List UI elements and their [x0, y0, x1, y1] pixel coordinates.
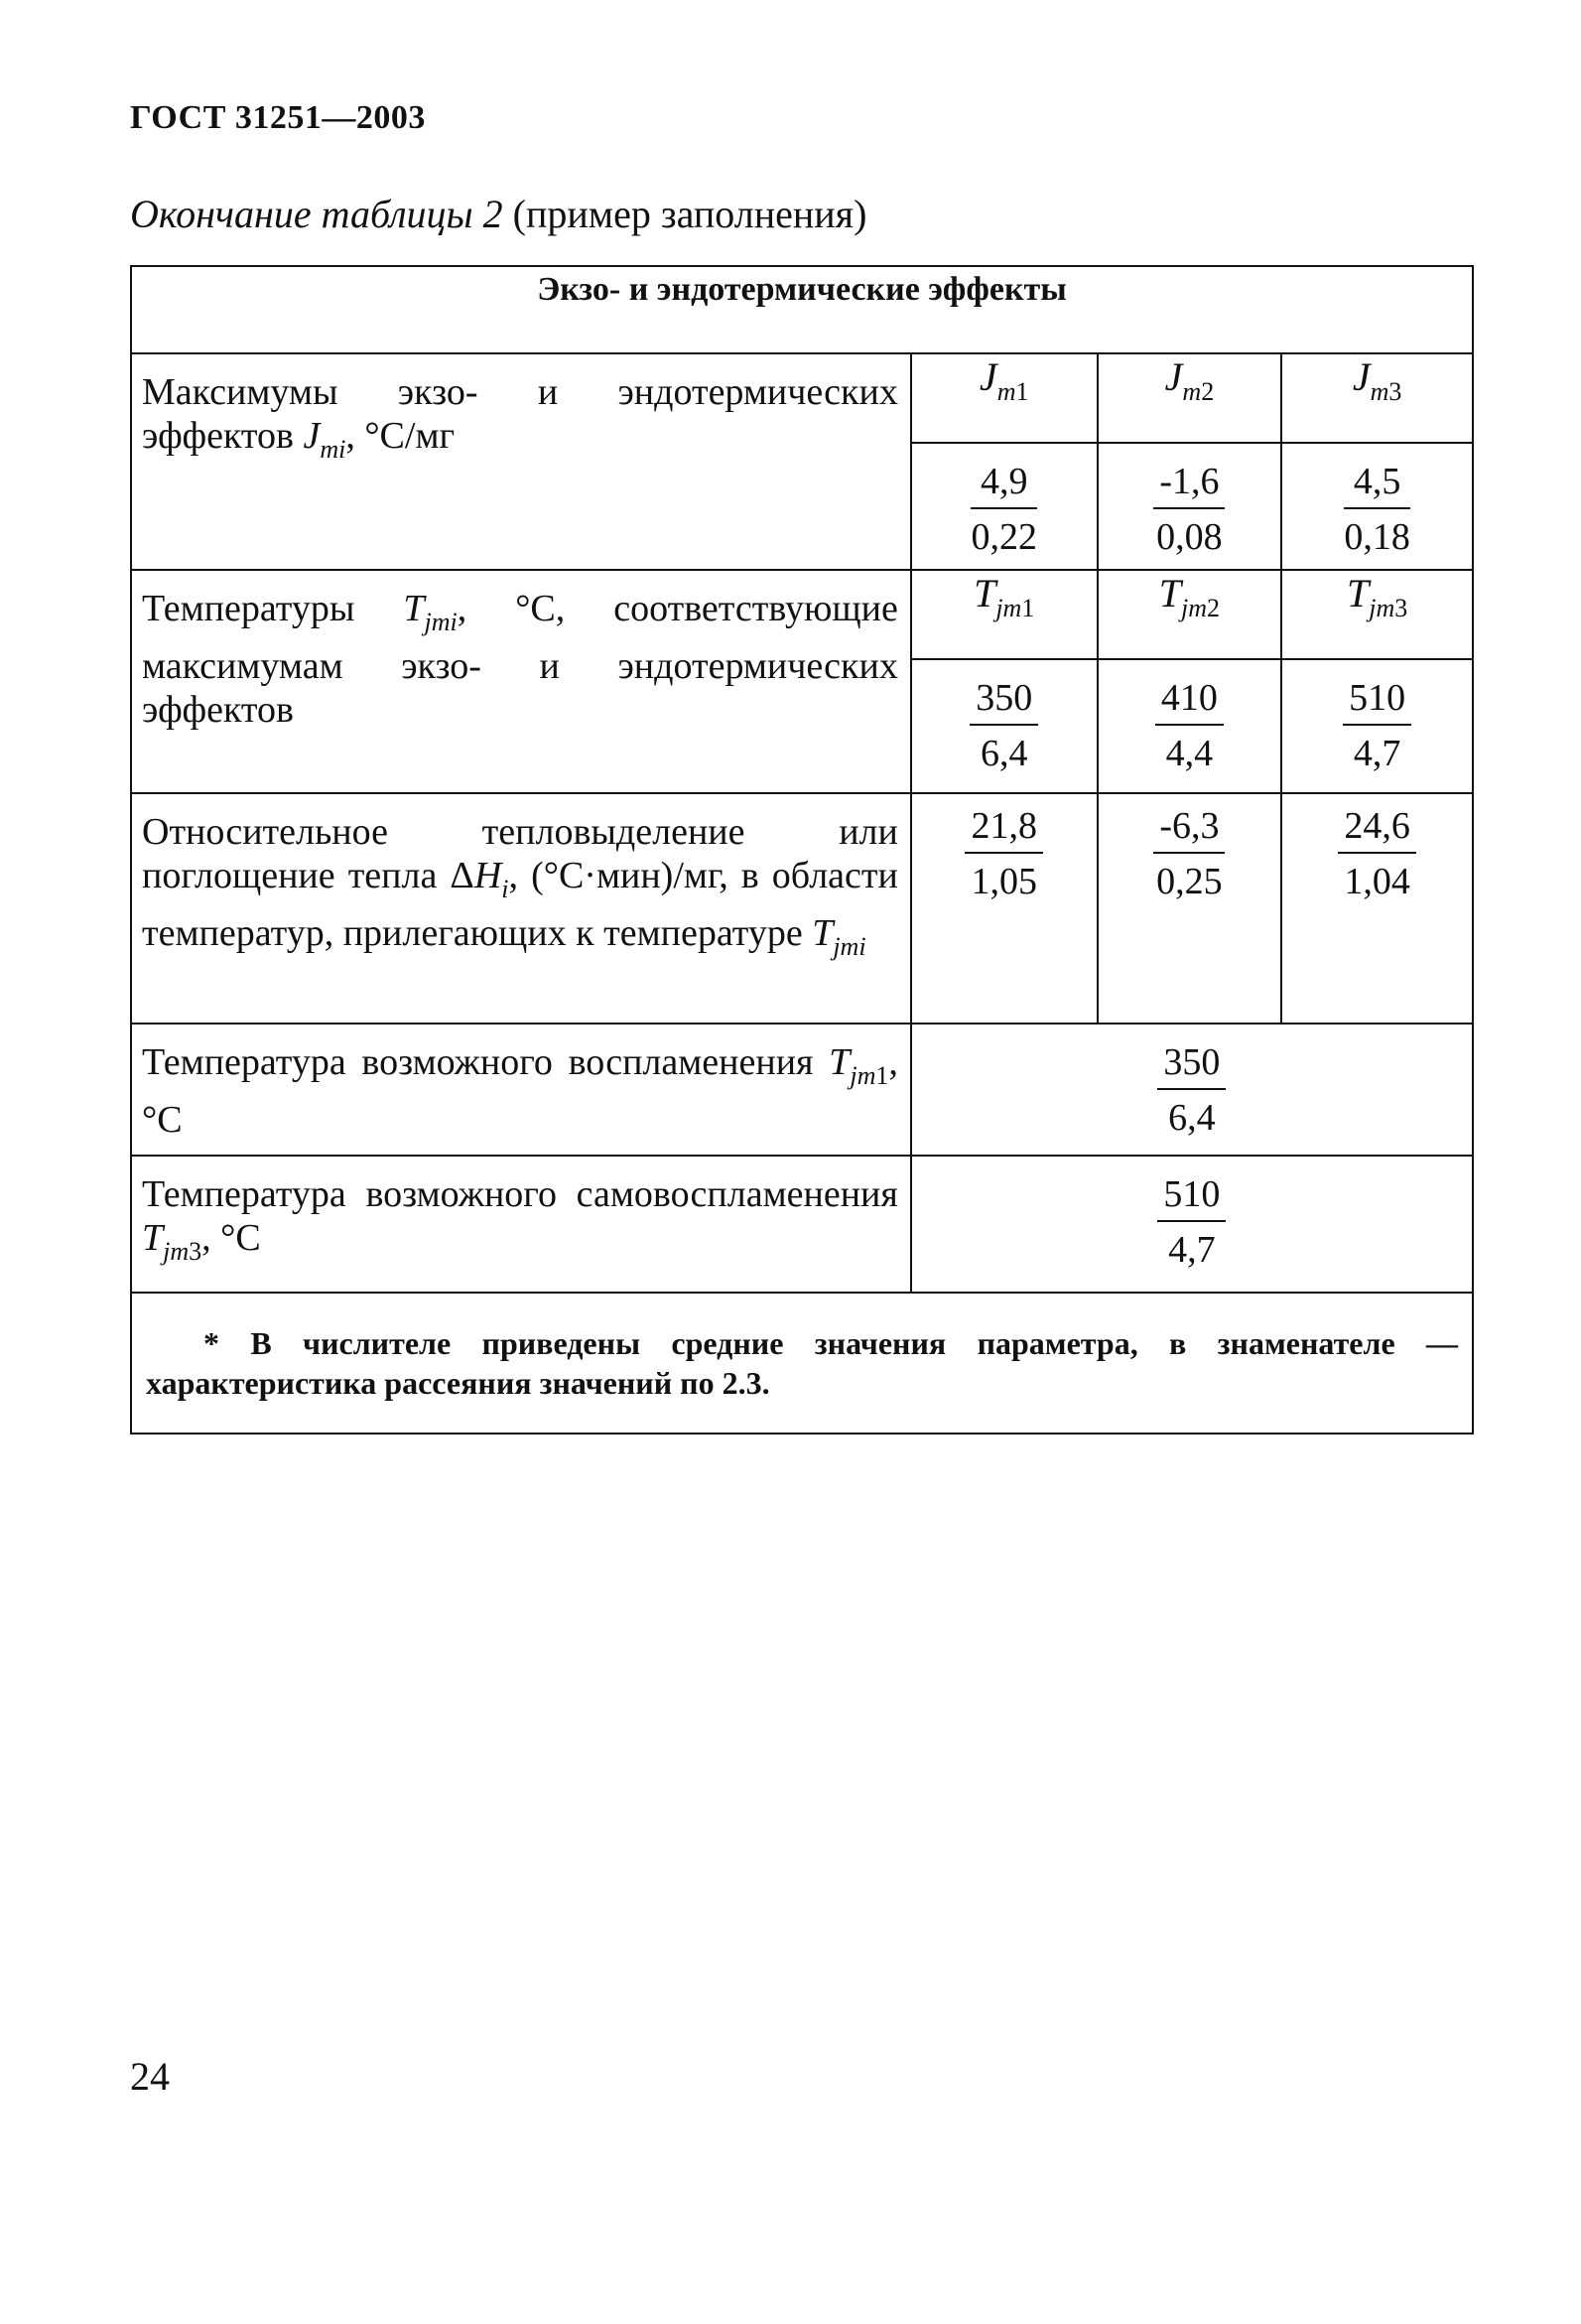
symbol-tjm1: $T_{jm1}$ — [911, 570, 1098, 659]
effects-table — [130, 265, 1474, 1435]
value-jm2: $\frac{-1,6}{0,08}$ — [1098, 443, 1282, 570]
page-number: 24 — [130, 2054, 170, 2099]
value-ignition: $\frac{350}{6,4}$ — [911, 1024, 1473, 1156]
var-tjmi-2: $T_{jmi}$ — [812, 912, 866, 961]
row-self-ignition-desc: Температура возможного самовоспламенения $T_{jm3}$, °С — [131, 1156, 911, 1293]
var-jmi: $J_{mi}$ — [303, 415, 346, 464]
var-tjm3: $T_{jm3}$ — [142, 1217, 202, 1266]
caption-italic: Окончание таблицы 2 — [130, 192, 503, 236]
var-tjmi: $T_{jmi}$ — [403, 588, 458, 636]
var-hi: $H_i$ — [473, 855, 509, 903]
row-max-effects-desc: Максимумы экзо- и эндотермических эффектов $J_{mi}$, °С/мг — [131, 353, 911, 570]
caption-normal: (пример заполнения) — [502, 192, 867, 236]
value-tjm2: $\frac{410}{4,4}$ — [1098, 659, 1282, 793]
value-jm3: $\frac{4,5}{0,18}$ — [1281, 443, 1473, 570]
value-heat-1: $\frac{21,8}{1,05}$ — [911, 793, 1098, 1024]
value-jm1: $\frac{4,9}{0,22}$ — [911, 443, 1098, 570]
symbol-jm1: $J_{m1}$ — [911, 353, 1098, 443]
symbol-jm3: $J_{m3}$ — [1281, 353, 1473, 443]
row-ignition-desc: Температура возможного воспламенения $T_{jm1}$, °С — [131, 1024, 911, 1156]
value-self-ignition: $\frac{510}{4,7}$ — [911, 1156, 1473, 1293]
value-tjm1: $\frac{350}{6,4}$ — [911, 659, 1098, 793]
row-temperatures-desc: Температуры $T_{jmi}$, °С, соответствующие максимумам экзо- и эндотермических эффектов — [131, 570, 911, 793]
table-caption — [130, 191, 866, 237]
row-heat-release-desc: Относительное тепловыделение или поглощение тепла $\Delta H_i$, (°С·мин)/мг, в области температур, прилегающих к температуре $T_{jmi}$ — [131, 793, 911, 1024]
table-title: Экзо- и эндотермические эффекты — [131, 266, 1473, 353]
table-footnote: * В числителе приведены средние значения параметра, в знаменателе —характеристика рассеяния значений по 2.3. — [131, 1293, 1473, 1434]
var-tjm1: $T_{jm1}$ — [829, 1041, 889, 1090]
value-tjm3: $\frac{510}{4,7}$ — [1281, 659, 1473, 793]
symbol-jm2: $J_{m2}$ — [1098, 353, 1282, 443]
document-header: ГОСТ 31251—2003 — [130, 99, 426, 136]
symbol-tjm2: $T_{jm2}$ — [1098, 570, 1282, 659]
symbol-tjm3: $T_{jm3}$ — [1281, 570, 1473, 659]
value-heat-2: $\frac{-6,3}{0,25}$ — [1098, 793, 1282, 1024]
value-heat-3: $\frac{24,6}{1,04}$ — [1281, 793, 1473, 1024]
